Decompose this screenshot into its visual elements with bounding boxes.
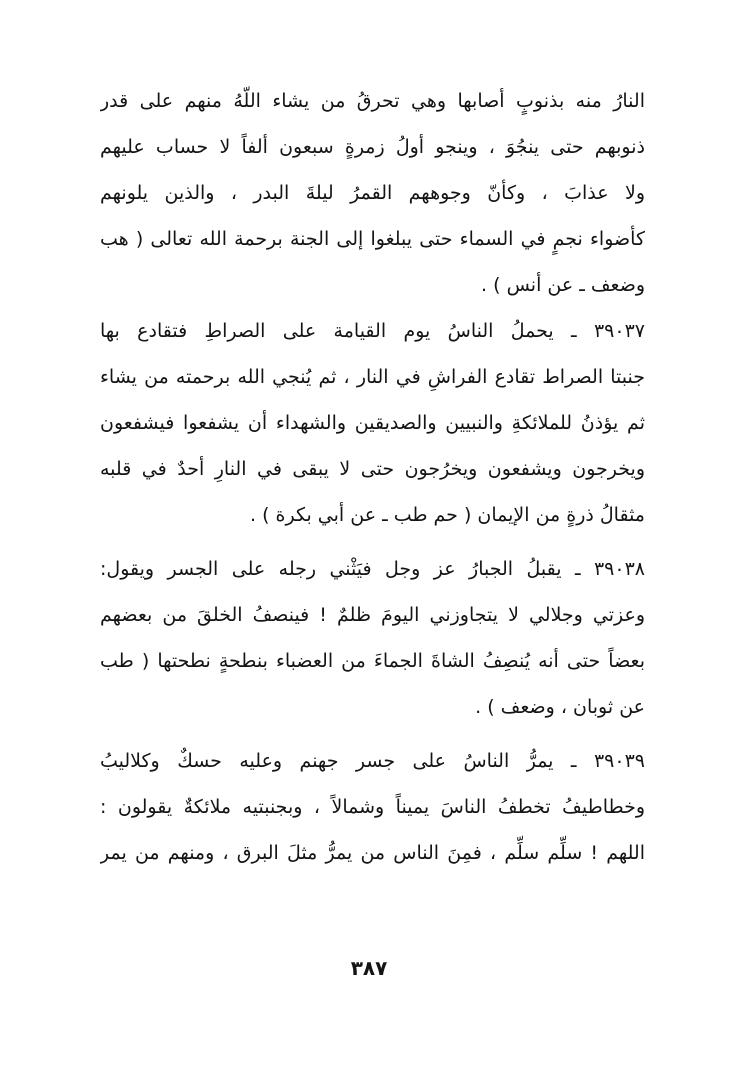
page-body [100, 78, 645, 876]
text-line: ولا عذابَ ، وكأنّ وجوههم القمرُ ليلةَ البدر ، والذين يلونهم [100, 182, 645, 204]
text-line: بعضاً حتى أنه يُنصِفُ الشاةَ الجماءَ من العضباء بنطحةٍ نطحتها ( طب [100, 650, 645, 672]
text-line: اللهم ! سلِّم سلِّم ، فمِنَ الناس من يمرُّ مثلَ البرق ، ومنهم من يمر [100, 842, 645, 864]
paragraph-hadith-39039 [100, 738, 645, 876]
text-line: ذنوبهم حتى ينجُوَ ، وينجو أولُ زمرةٍ سبعون ألفاً لا حساب عليهم [100, 136, 645, 158]
text-line: وعزتي وجلالي لا يتجاوزني اليومَ ظلمٌ ! فينصفُ الخلقَ من بعضهم [100, 604, 645, 626]
page-number: ٣٨٧ [350, 956, 388, 980]
text-line: جنبتا الصراط تقادع الفراشِ في النار ، ثم يُنجي الله برحمته من يشاء [100, 366, 645, 388]
text-line: كأضواء نجمٍ في السماء حتى يبلغوا إلى الجنة برحمة الله تعالى ( هب [100, 228, 645, 250]
text-line: وضعف ـ عن أنس ) . [481, 274, 645, 296]
text-line: ٣٩٠٣٧ ـ يحملُ الناسُ يوم القيامة على الصراطِ فتقادع بها [100, 320, 645, 342]
paragraph-1 [100, 78, 645, 308]
paragraph-hadith-39038 [100, 546, 645, 730]
text-line: ٣٩٠٣٨ ـ يقبلُ الجبارُ عز وجل فيَثْني رجله على الجسر ويقول: [100, 558, 645, 580]
paragraph-hadith-39037 [100, 308, 645, 538]
text-line: مثقالُ ذرةٍ من الإيمان ( حم طب ـ عن أبي بكرة ) . [250, 504, 645, 526]
text-line: ثم يؤذنُ للملائكةِ والنبيين والصديقين والشهداء أن يشفعوا فيشفعون [100, 412, 645, 434]
text-line: وخطاطيفُ تخطفُ الناسَ يميناً وشمالاً ، وبجنبتيه ملائكةٌ يقولون : [100, 796, 645, 818]
text-line: عن ثوبان ، وضعف ) . [475, 696, 645, 718]
text-line: ويخرجون ويشفعون ويخرُجون حتى لا يبقى في النارِ أحدٌ في قلبه [100, 458, 645, 480]
text-line: ٣٩٠٣٩ ـ يمرُّ الناسُ على جسر جهنم وعليه حسكٌ وكلاليبُ [100, 750, 645, 772]
text-line: النارُ منه بذنوبٍ أصابها وهي تحرقُ من يشاء اللّهُ منهم على قدر [100, 90, 645, 112]
